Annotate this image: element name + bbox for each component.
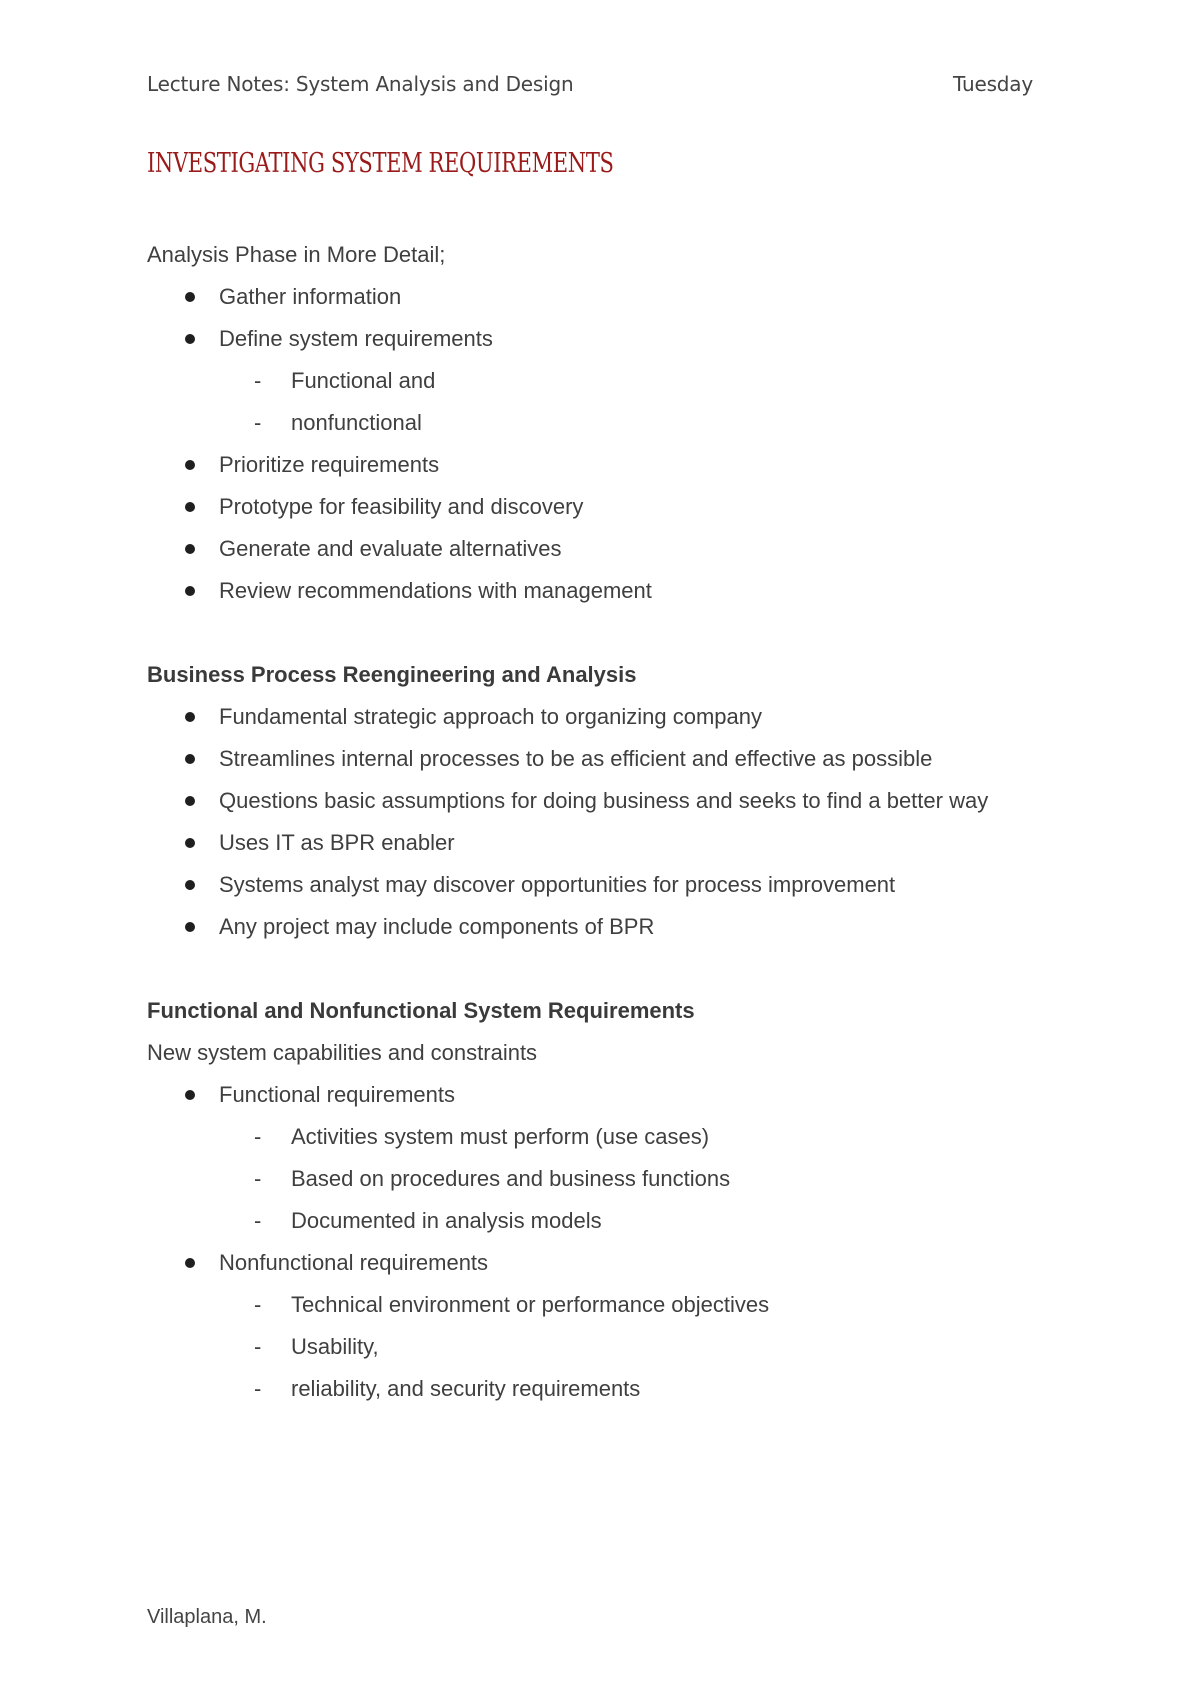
requirements-heading: Functional and Nonfunctional System Requirements [147,998,695,1023]
list-item-text: Prototype for feasibility and discovery [219,494,584,519]
list-item [147,318,1062,444]
dash-icon: - [254,368,262,393]
course-title: Lecture Notes: System Analysis and Design [147,72,574,96]
dash-icon: - [254,1166,262,1191]
sub-item-text: Based on procedures and business functions [291,1166,731,1191]
list-item [147,864,1062,906]
list-item [147,696,1062,738]
list-item [147,570,1062,612]
sub-list-item [219,1116,1062,1158]
bpr-heading: Business Process Reengineering and Analysis [147,662,637,687]
document-body [147,234,1062,1410]
page-header [147,72,1033,96]
bpr-list [147,696,1062,948]
bullet-icon [185,334,195,344]
dash-icon: - [254,1124,262,1149]
day-label: Tuesday [953,72,1033,96]
sub-list-item [219,1158,1062,1200]
dash-icon: - [254,1334,262,1359]
dash-icon: - [254,1376,262,1401]
list-item-text: Review recommendations with management [219,578,652,603]
requirements-intro: New system capabilities and constraints [147,1040,538,1065]
list-item-text: Gather information [219,284,402,309]
sub-list-item [219,1326,1062,1368]
dash-icon: - [254,1208,262,1233]
bullet-icon [185,460,195,470]
sub-item-text: nonfunctional [291,410,422,435]
sub-list-item [219,402,1062,444]
bullet-icon [185,880,195,890]
bullet-icon [185,922,195,932]
analysis-intro: Analysis Phase in More Detail; [147,242,446,267]
sub-list [219,1116,1062,1242]
sub-list-item [219,1368,1062,1410]
bullet-icon [185,712,195,722]
list-item [147,738,1062,780]
sub-item-text: Usability, [291,1334,379,1359]
bullet-icon [185,1258,195,1268]
sub-item-text: Technical environment or performance objectives [291,1292,770,1317]
sub-list [219,1284,1062,1410]
list-item [147,906,1062,948]
list-item-text: Streamlines internal processes to be as efficient and effective as possible [219,746,933,771]
sub-item-text: Activities system must perform (use cases) [291,1124,710,1149]
bullet-icon [185,1090,195,1100]
list-item [147,822,1062,864]
list-item-text: Questions basic assumptions for doing business and seeks to find a better way [219,788,989,813]
list-item [147,528,1062,570]
bullet-icon [185,292,195,302]
list-item [147,486,1062,528]
list-item [147,444,1062,486]
requirements-list [147,1074,1062,1410]
bullet-icon [185,754,195,764]
sub-list-item [219,1200,1062,1242]
list-item-text: Uses IT as BPR enabler [219,830,455,855]
list-item [147,276,1062,318]
dash-icon: - [254,410,262,435]
bullet-icon [185,544,195,554]
list-item-text: Fundamental strategic approach to organizing company [219,704,762,729]
section-spacer [147,948,1062,990]
page-title: INVESTIGATING SYSTEM REQUIREMENTS [147,148,614,179]
list-item-text: Systems analyst may discover opportunities for process improvement [219,872,896,897]
list-item-text: Generate and evaluate alternatives [219,536,562,561]
list-item [147,1242,1062,1410]
list-item-text: Any project may include components of BPR [219,914,655,939]
list-item-text: Functional requirements [219,1082,456,1107]
page-footer: Villaplana, M. [147,1606,267,1628]
bullet-icon [185,502,195,512]
sub-item-text: Documented in analysis models [291,1208,602,1233]
list-item-text: Define system requirements [219,326,493,351]
bullet-icon [185,838,195,848]
list-item-text: Nonfunctional requirements [219,1250,489,1275]
analysis-list [147,276,1062,612]
bullet-icon [185,586,195,596]
sub-item-text: Functional and [291,368,436,393]
sub-item-text: reliability, and security requirements [291,1376,641,1401]
list-item [147,1074,1062,1242]
bullet-icon [185,796,195,806]
sub-list-item [219,1284,1062,1326]
sub-list-item [219,360,1062,402]
sub-list [219,360,1062,444]
list-item [147,780,1062,822]
dash-icon: - [254,1292,262,1317]
section-spacer [147,612,1062,654]
list-item-text: Prioritize requirements [219,452,440,477]
